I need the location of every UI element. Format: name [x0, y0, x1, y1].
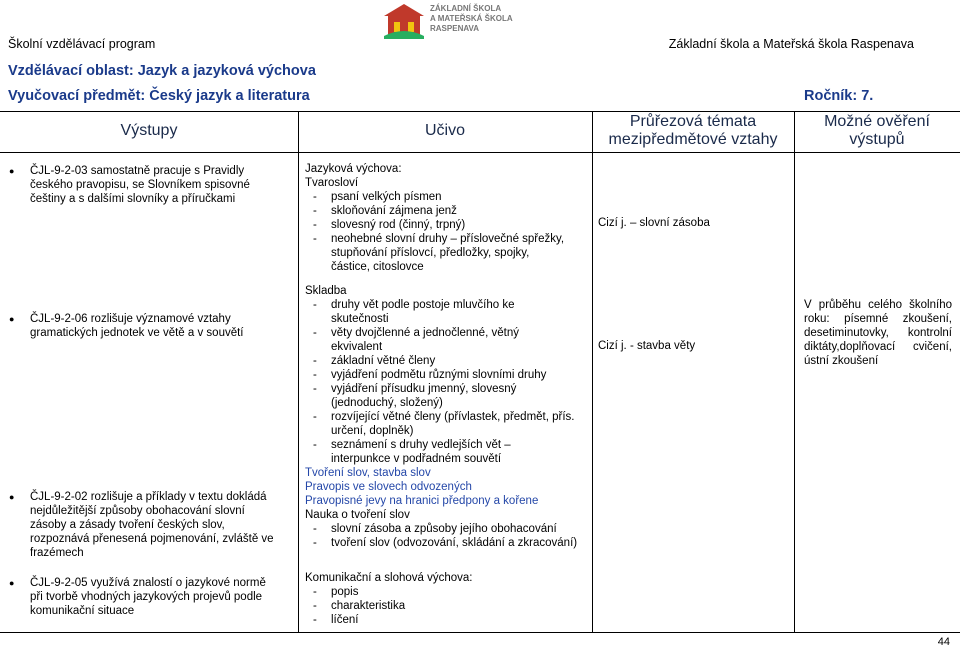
subject-title: Vyučovací předmět: Český jazyk a literatura: [8, 88, 310, 104]
area-title: Vzdělávací oblast: Jazyk a jazyková výchova: [8, 63, 316, 79]
curriculum-list: [305, 190, 585, 274]
list-item: - vyjádření podmětu různými slovními druhy: [305, 368, 589, 382]
bullet-icon: ●: [9, 166, 15, 176]
list-item: - druhy vět podle postoje mluvčího ke skutečnosti: [305, 298, 561, 326]
curriculum-list: [305, 585, 585, 627]
list-item: - rozvíjející větné členy (přívlastek, předmět, přís. určení, doplněk): [305, 410, 581, 438]
curriculum-list: [305, 522, 589, 550]
cross-topic: Cizí j. - stavba věty: [598, 340, 696, 352]
header-outputs: Výstupy: [120, 122, 178, 139]
list-item: - charakteristika: [305, 599, 585, 613]
logo-text: ZÁKLADNÍ ŠKOLA A MATEŘSKÁ ŠKOLA RASPENAVA: [430, 4, 513, 33]
table-top-border: [0, 111, 960, 112]
bullet-icon: ●: [9, 314, 15, 324]
curriculum-heading: Skladba: [305, 285, 347, 297]
curriculum-list: [305, 298, 589, 466]
column-divider: [298, 111, 299, 632]
output-item: ČJL-9-2-02 rozlišuje a příklady v textu dokládá nejdůležitější způsoby obohacování slovní zásoby a zásady tvoření českých slov, rozpoznává přenesená pojmenování, zvláště ve frazémech: [30, 491, 274, 559]
list-item: - skloňování zájmena jenž: [305, 204, 585, 218]
bullet-icon: ●: [9, 492, 15, 502]
curriculum-heading: Nauka o tvoření slov: [305, 509, 410, 521]
output-item: ČJL-9-2-06 rozlišuje významové vztahy gramatických jednotek ve větě a v souvětí: [30, 313, 244, 339]
curriculum-heading: Jazyková výchova:: [305, 163, 402, 175]
school-logo-icon: [380, 2, 428, 40]
output-item: ČJL-9-2-05 využívá znalostí o jazykové normě při tvorbě vhodných jazykových projevů podle komunikační situace: [30, 577, 266, 617]
curriculum-block-communication: [305, 571, 585, 627]
list-item: - slovesný rod (činný, trpný): [305, 218, 585, 232]
header-verification: Možné ověření výstupů: [824, 113, 930, 148]
list-item: - vyjádření přísudku jmenný, slovesný (jednoduchý, složený): [305, 382, 571, 410]
curriculum-topic: Pravopisné jevy na hranici předpony a kořene: [305, 495, 539, 507]
curriculum-heading: Komunikační a slohová výchova:: [305, 572, 473, 584]
list-item: - slovní zásoba a způsoby jejího obohacování: [305, 522, 589, 536]
column-divider: [794, 111, 795, 632]
list-item: - líčení: [305, 613, 585, 627]
program-name: Školní vzdělávací program: [8, 37, 156, 51]
list-item: - popis: [305, 585, 585, 599]
list-item: - věty dvojčlenné a jednočlenné, větný ekvivalent: [305, 326, 561, 354]
school-logo: [380, 2, 520, 40]
school-name: Základní škola a Mateřská škola Raspenava: [668, 37, 914, 51]
grade-title: Ročník: 7.: [804, 88, 874, 104]
curriculum-topic: Tvoření slov, stavba slov: [305, 467, 431, 479]
column-divider: [592, 111, 593, 632]
curriculum-block-morphology: [305, 162, 585, 274]
list-item: - seznámení s druhy vedlejších vět – interpunkce v podřadném souvětí: [305, 438, 561, 466]
output-item: ČJL-9-2-03 samostatně pracuje s Pravidly českého pravopisu, se Slovníkem spisovné češtiny a s dalšími slovníky a příručkami: [30, 165, 250, 205]
page-number: 44: [937, 636, 950, 648]
table-header-border: [0, 152, 960, 153]
curriculum-topic: Pravopis ve slovech odvozených: [305, 481, 472, 493]
table-bottom-border: [0, 632, 960, 633]
verification-text: V průběhu celého školního roku: písemné zkoušení, desetiminutovky, kontrolní diktáty,doplňovací cvičení, ústní zkoušení: [804, 299, 952, 367]
list-item: - neohebné slovní druhy – příslovečné spřežky, stupňování příslovcí, předložky, spojky, částice, citoslovce: [305, 232, 571, 274]
list-item: - tvoření slov (odvozování, skládání a zkracování): [305, 536, 587, 550]
curriculum-subheading: Tvarosloví: [305, 177, 359, 189]
bullet-icon: ●: [9, 578, 15, 588]
header-curriculum: Učivo: [424, 122, 465, 139]
curriculum-block-syntax: [305, 284, 589, 550]
list-item: - psaní velkých písmen: [305, 190, 585, 204]
cross-topic: Cizí j. – slovní zásoba: [598, 217, 710, 229]
header-cross-topics: Průřezová témata mezipředmětové vztahy: [608, 113, 778, 148]
list-item: - základní větné členy: [305, 354, 589, 368]
